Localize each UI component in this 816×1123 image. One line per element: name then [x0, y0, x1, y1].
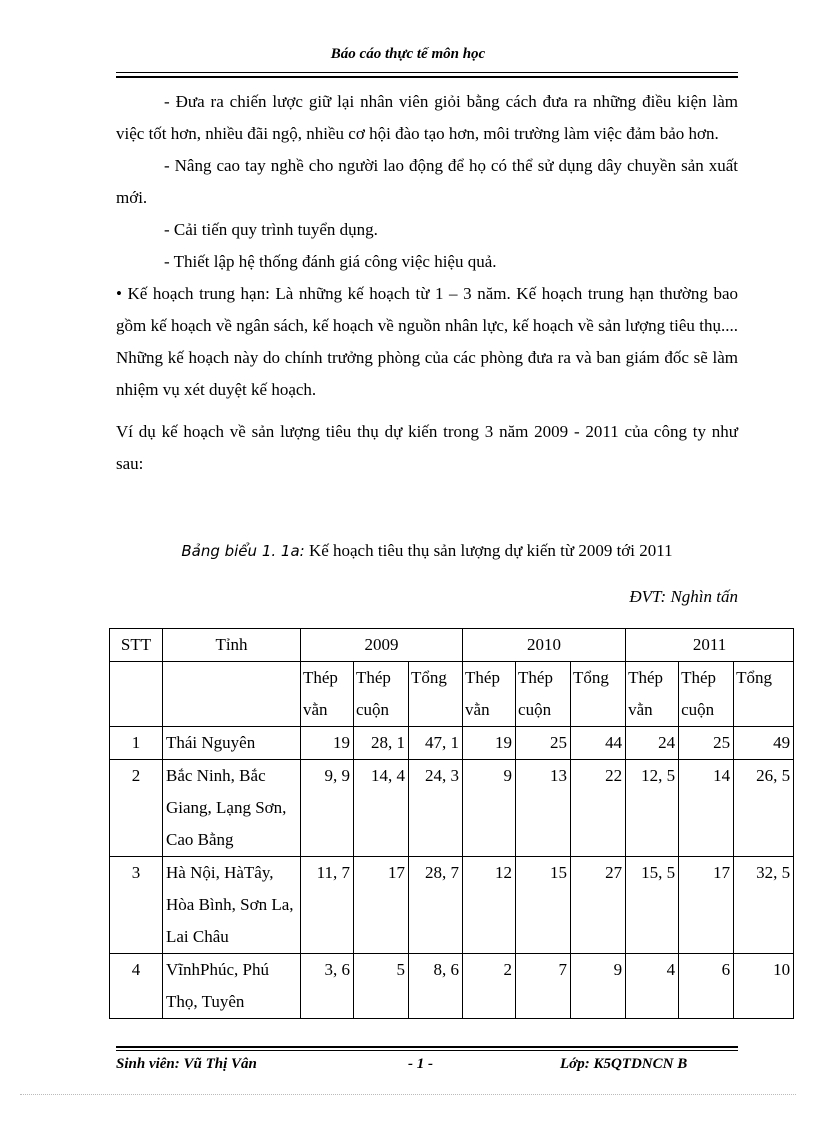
cell-value: 27: [571, 857, 626, 954]
cell-value: 49: [734, 727, 794, 760]
cell-value: 10: [734, 954, 794, 1019]
subheader-empty: [110, 662, 163, 727]
cell-value: 17: [679, 857, 734, 954]
cell-value: 26, 5: [734, 760, 794, 857]
body-text: [116, 86, 738, 480]
subheader-tong: Tổng: [409, 662, 463, 727]
cell-value: 17: [354, 857, 409, 954]
header-province: Tỉnh: [163, 629, 301, 662]
cell-value: 44: [571, 727, 626, 760]
row-stt: 4: [110, 954, 163, 1019]
row-stt: 1: [110, 727, 163, 760]
cell-value: 9, 9: [301, 760, 354, 857]
row-stt: 2: [110, 760, 163, 857]
cell-value: 15, 5: [626, 857, 679, 954]
cell-value: 24, 3: [409, 760, 463, 857]
cell-value: 12, 5: [626, 760, 679, 857]
paragraph-6: Ví dụ kế hoạch về sản lượng tiêu thụ dự kiến trong 3 năm 2009 - 2011 của công ty như sau:: [116, 422, 738, 473]
cell-value: 25: [516, 727, 571, 760]
footer-rule-thick: [116, 1046, 738, 1048]
subheader-thep-cuon: Thép cuộn: [516, 662, 571, 727]
cell-value: 32, 5: [734, 857, 794, 954]
subheader-thep-van: Thép vằn: [626, 662, 679, 727]
cell-value: 11, 7: [301, 857, 354, 954]
subheader-thep-van: Thép vằn: [301, 662, 354, 727]
cell-value: 15: [516, 857, 571, 954]
footer-student: Sinh viên: Vũ Thị Vân: [116, 1056, 257, 1072]
footer-class: Lớp: K5QTDNCN B: [560, 1056, 688, 1072]
cell-value: 4: [626, 954, 679, 1019]
cell-value: 28, 1: [354, 727, 409, 760]
cell-value: 9: [463, 760, 516, 857]
cell-value: 5: [354, 954, 409, 1019]
cell-value: 14, 4: [354, 760, 409, 857]
cell-value: 24: [626, 727, 679, 760]
header-rule-thick: [116, 76, 738, 78]
paragraph-5: • Kế hoạch trung hạn: Là những kế hoạch từ 1 – 3 năm. Kế hoạch trung hạn thường bao gồm kế hoạch về ngân sách, kế hoạch về nguồn nhân lực, kế hoạch về sản lượng tiêu thụ.... Những kế hoạch này do chính trưởng phòng của các phòng đưa ra và ban giám đốc sẽ làm nhiệm vụ xét duyệt kế hoạch.: [116, 284, 738, 399]
row-province: Thái Nguyên: [163, 727, 301, 760]
cell-value: 47, 1: [409, 727, 463, 760]
footer-page-number: - 1 -: [408, 1056, 433, 1072]
paragraph-2: - Nâng cao tay nghề cho người lao động để họ có thể sử dụng dây chuyền sản xuất mới.: [116, 156, 738, 207]
table-subheader-row: [110, 662, 794, 727]
subheader-thep-cuon: Thép cuộn: [354, 662, 409, 727]
paragraph-1: - Đưa ra chiến lược giữ lại nhân viên giỏi bằng cách đưa ra những điều kiện làm việc tốt hơn, nhiều đãi ngộ, nhiều cơ hội đào tạo hơn, môi trường làm việc đảm bảo hơn.: [116, 92, 738, 143]
cell-value: 25: [679, 727, 734, 760]
sales-plan-table: [109, 628, 794, 1019]
row-stt: 3: [110, 857, 163, 954]
cell-value: 19: [301, 727, 354, 760]
cell-value: 22: [571, 760, 626, 857]
table-row: [110, 954, 794, 1019]
row-province: Bắc Ninh, Bắc Giang, Lạng Sơn, Cao Bằng: [163, 760, 301, 857]
cell-value: 19: [463, 727, 516, 760]
table-row: [110, 760, 794, 857]
footer-rule-thin: [116, 1050, 738, 1051]
table-header-row: [110, 629, 794, 662]
header-rule-thin: [116, 72, 738, 73]
table-caption: [116, 536, 738, 566]
cell-value: 13: [516, 760, 571, 857]
paragraph-4: - Thiết lập hệ thống đánh giá công việc hiệu quả.: [164, 252, 497, 271]
paragraph-3: - Cải tiến quy trình tuyển dụng.: [164, 220, 378, 239]
page-header-title: Báo cáo thực tế môn học: [330, 46, 486, 62]
cell-value: 6: [679, 954, 734, 1019]
cell-value: 12: [463, 857, 516, 954]
cell-value: 14: [679, 760, 734, 857]
subheader-empty: [163, 662, 301, 727]
cell-value: 28, 7: [409, 857, 463, 954]
cell-value: 7: [516, 954, 571, 1019]
cell-value: 8, 6: [409, 954, 463, 1019]
row-province: Hà Nội, HàTây, Hòa Bình, Sơn La, Lai Châu: [163, 857, 301, 954]
header-year-2009: 2009: [301, 629, 463, 662]
page-bottom-dotted-rule: [20, 1094, 796, 1095]
cell-value: 3, 6: [301, 954, 354, 1019]
table-row: [110, 857, 794, 954]
subheader-thep-van: Thép vằn: [463, 662, 516, 727]
subheader-tong: Tổng: [734, 662, 794, 727]
subheader-tong: Tổng: [571, 662, 626, 727]
header-year-2011: 2011: [626, 629, 794, 662]
unit-label: ĐVT: Nghìn tấn: [629, 587, 738, 606]
cell-value: 9: [571, 954, 626, 1019]
cell-value: 2: [463, 954, 516, 1019]
table-row: [110, 727, 794, 760]
header-stt: STT: [110, 629, 163, 662]
header-year-2010: 2010: [463, 629, 626, 662]
row-province: VĩnhPhúc, Phú Thọ, Tuyên: [163, 954, 301, 1019]
caption-text: Kế hoạch tiêu thụ sản lượng dự kiến từ 2009 tới 2011: [304, 541, 673, 560]
subheader-thep-cuon: Thép cuộn: [679, 662, 734, 727]
caption-label: Bảng biểu 1. 1a:: [181, 542, 305, 560]
